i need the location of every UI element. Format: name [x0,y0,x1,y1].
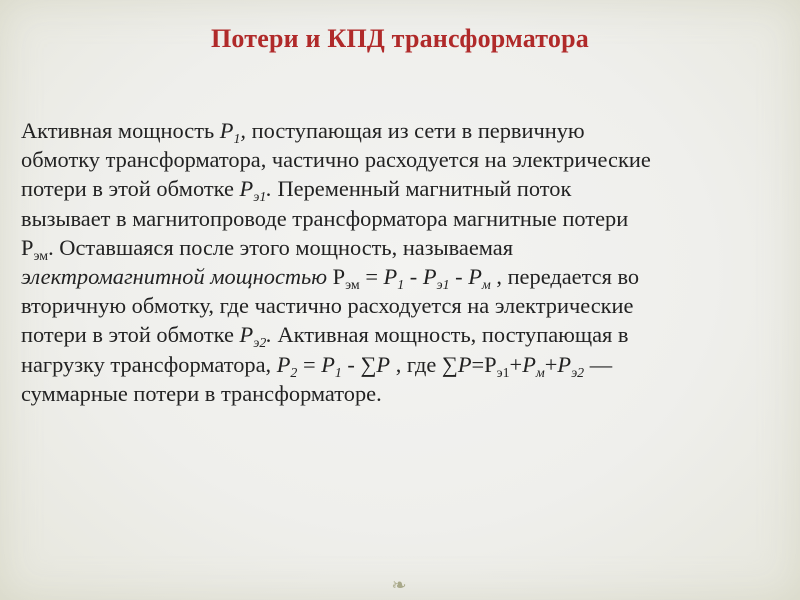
text-segment: поступающая из сети в первичную [246,118,585,143]
symbol-pe2: $P_{э2}$ [557,351,585,381]
body-paragraph [21,116,781,408]
emphasis-term: электромагнитной мощностью [21,264,328,290]
flourish-ornament-icon: ❧ [391,575,409,595]
text-line-6: электромагнитной мощностью $Р_{эм} = P_1 - P_{э1} - P_м$ , передается во [21,264,640,293]
text-segment: потери в этой обмотке [21,322,240,348]
text-line-2: обмотку трансформатора, частично расходуется на электрические [21,147,651,173]
symbol-p1: $P_1$, [219,118,247,147]
symbol-p2: $P_2$ [276,351,298,381]
symbol-sum-p: ∑P [360,351,391,377]
text-line-8 [21,320,781,352]
text-segment: нагрузку трансформатора, [21,351,277,377]
symbol-pe1: $=Р_{э1}$ [471,351,510,381]
text-segment: потери в этой обмотке [21,176,240,202]
symbol-pe2: $P_{э2}$. [239,322,272,352]
symbol-pm: $P_м$ [522,351,545,381]
text-segment: , передается во [490,264,640,290]
text-line-7: вторичную обмотку, где частично расходуется на электрические [21,293,634,319]
text-line-10: суммарные потери в трансформаторе. [21,380,382,406]
symbol-pm: $P_м$ [468,264,491,293]
text-line-1 [21,116,781,145]
symbol-p1: $P_1$ [383,264,405,293]
symbol-pe1: $P_{э1}$. [239,176,272,206]
text-segment: Активная мощность, поступающая в [271,322,629,348]
symbol-sum-p: ∑P [441,351,472,377]
symbol-p1: $P_1$ [321,351,342,381]
symbol-pem: $Р_{эм}$ [327,264,360,293]
symbol-pe1: $P_{э1}$ [422,264,450,293]
symbol-pem: $Р_{эм}$ [21,234,49,264]
text-segment: Активная мощность [21,118,220,143]
text-segment: . Оставшаяся после этого мощность, называемая [48,234,514,260]
text-line-5 [21,233,781,262]
text-line-4: вызывает в магнитопроводе трансформатора магнитные потери [21,205,629,231]
text-line-9: нагрузку трансформатора, $P_2 = P_1 - \sum P$ , где $\sum P=Р_{э1}+P_м+P_{э2}$ — [21,351,613,381]
slide-title: Потери и КПД трансформатора [210,24,589,53]
text-line-3 [21,174,781,206]
text-segment: Переменный магнитный поток [271,176,572,202]
